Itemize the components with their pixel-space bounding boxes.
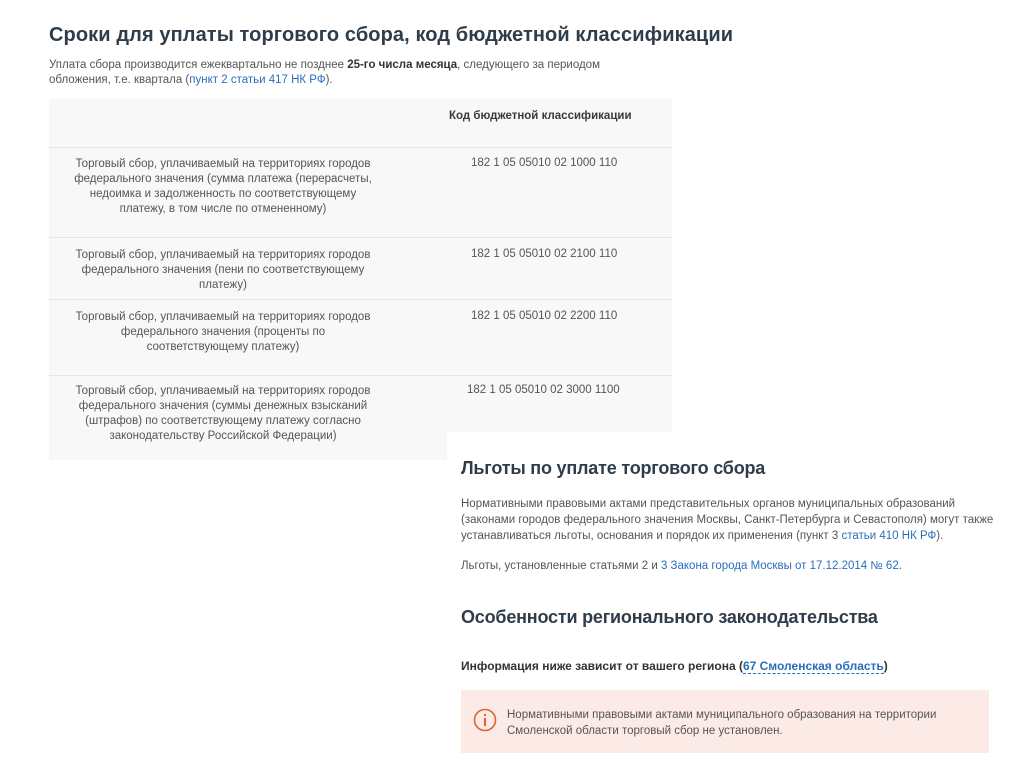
law-link-article-410[interactable]: статьи 410 НК РФ <box>841 530 937 542</box>
row-code: 182 1 05 05010 02 3000 1100 <box>467 384 620 396</box>
kbk-table <box>49 99 672 460</box>
table-row <box>49 148 672 238</box>
benefits-title: Льготы по уплате торгового сбора <box>461 458 766 478</box>
row-description: Торговый сбор, уплачиваемый на территориях городов федерального значения (проценты по соответствующему платежу) <box>75 311 371 353</box>
benefits-paragraph <box>461 496 1001 544</box>
info-icon <box>473 708 497 732</box>
row-code: 182 1 05 05010 02 2100 110 <box>471 248 618 260</box>
deadline-highlight: 25-го числа месяца <box>347 59 458 71</box>
law-link-point-2[interactable]: пункт 2 <box>189 74 228 86</box>
page-title: Сроки для уплаты торгового сбора, код бюджетной классификации <box>49 24 734 46</box>
intro-text-post: ). <box>325 74 333 86</box>
region-info-pre: Информация ниже зависит от вашего региона ( <box>461 659 743 673</box>
law-link-article-417[interactable]: статьи 417 НК РФ <box>230 74 326 86</box>
row-description: Торговый сбор, уплачиваемый на территориях городов федерального значения (пени по соответствующему платежу) <box>75 249 371 291</box>
region-selector[interactable]: 67 Смоленская область <box>742 659 884 673</box>
column-header-kbk: Код бюджетной классификации <box>449 110 632 122</box>
moscow-law-link[interactable]: 3 Закона города Москвы от 17.12.2014 № 62 <box>660 560 899 572</box>
benefits-text-post: ). <box>936 530 944 542</box>
moscow-text-pre: Льготы, установленные статьями 2 и <box>461 560 661 572</box>
table-header <box>49 99 672 148</box>
region-info <box>461 659 888 673</box>
alert-message: Нормативными правовыми актами муниципального образования на территории Смоленской области торговый сбор не установлен. <box>507 709 937 737</box>
benefits-panel <box>447 432 1024 767</box>
regional-alert <box>461 690 989 753</box>
regional-title: Особенности регионального законодательства <box>461 607 878 627</box>
payment-intro-text <box>49 58 659 88</box>
region-info-post: ) <box>883 659 888 673</box>
intro-text-mid: , следующего за периодом обложения, т.е. квартала ( <box>49 59 600 86</box>
table-row <box>49 300 672 376</box>
intro-text-pre: Уплата сбора производится ежеквартально не позднее <box>49 59 348 71</box>
row-code: 182 1 05 05010 02 1000 110 <box>471 157 618 169</box>
row-description: Торговый сбор, уплачиваемый на территориях городов федерального значения (сумма платежа (перерасчеты, недоимка и задолженность по соответствующему платежу, в том числе по отмененному) <box>74 158 372 215</box>
benefits-text-pre: Нормативными правовыми актами представительных органов муниципальных образований (законами городов федерального значения Москвы, Санкт-Петербурга и Севастополя) могут также устанавливаться льготы, основания и порядок их применения (пункт 3 <box>461 498 994 542</box>
row-description: Торговый сбор, уплачиваемый на территориях городов федерального значения (суммы денежных взысканий (штрафов) по соответствующему платежу согласно законодательству Российской Федерации) <box>75 385 371 442</box>
moscow-benefits-paragraph <box>461 560 902 572</box>
moscow-text-post: . <box>898 560 902 572</box>
row-code: 182 1 05 05010 02 2200 110 <box>471 310 618 322</box>
table-row <box>49 238 672 300</box>
